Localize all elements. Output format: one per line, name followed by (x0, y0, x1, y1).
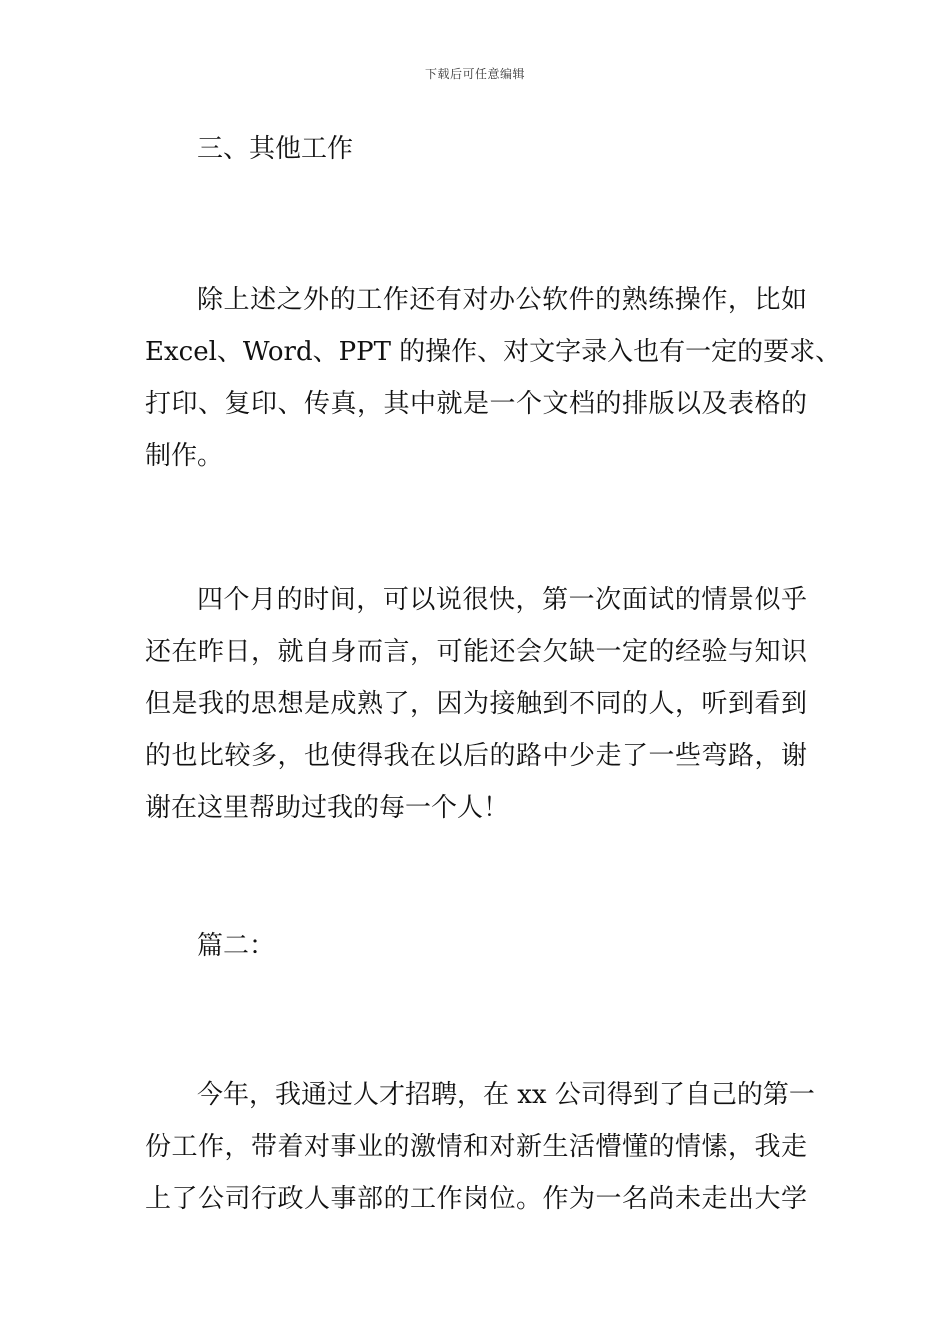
paragraph-line: 上了公司行政人事部的工作岗位。作为一名尚未走出大学 (145, 1184, 807, 1214)
paragraph-line: 除上述之外的工作还有对办公软件的熟练操作，比如 (197, 285, 807, 315)
paragraph-line: 打印、复印、传真，其中就是一个文档的排版以及表格的 (145, 389, 807, 419)
paragraph-line: 谢在这里帮助过我的每一个人！ (145, 793, 510, 823)
paragraph-reflection (145, 574, 807, 834)
page-header: 下载后可任意编辑 (424, 67, 525, 81)
section-heading-other-work: 三、其他工作 (197, 134, 354, 164)
paragraph-line: 份工作，带着对事业的激情和对新生活懵懂的情愫，我走 (145, 1132, 807, 1162)
paragraph-line: 制作。 (145, 441, 224, 471)
paragraph-line: 但是我的思想是成熟了，因为接触到不同的人，听到看到 (145, 689, 807, 719)
paragraph-line: 的也比较多，也使得我在以后的路中少走了一些弯路，谢 (145, 741, 807, 771)
paragraph-line: Excel、Word、PPT 的操作、对文字录入也有一定的要求、 (145, 337, 842, 367)
paragraph-line: 今年，我通过人才招聘，在 xx 公司得到了自己的第一 (197, 1080, 815, 1110)
paragraph-office-software (145, 274, 842, 482)
paragraph-line: 四个月的时间，可以说很快，第一次面试的情景似乎 (197, 585, 807, 615)
section-heading-part-two: 篇二： (197, 931, 276, 961)
paragraph-part-two-intro (145, 1069, 815, 1225)
paragraph-line: 还在昨日，就自身而言，可能还会欠缺一定的经验与知识 (145, 637, 807, 667)
